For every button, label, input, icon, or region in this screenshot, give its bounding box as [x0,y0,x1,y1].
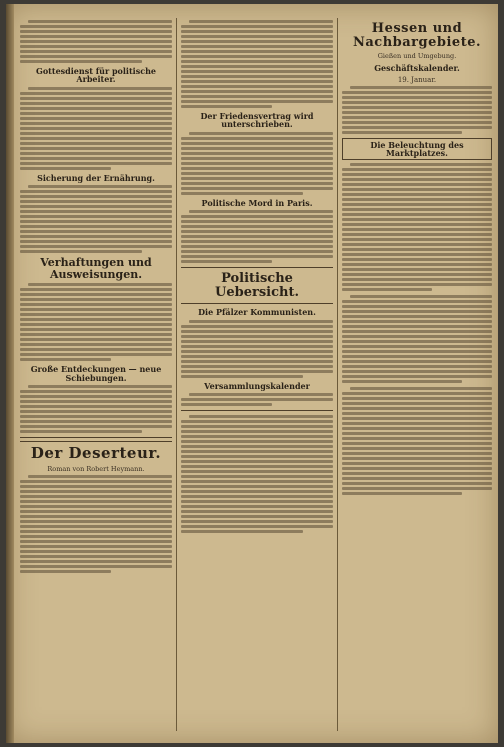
text-line [342,198,492,201]
text-line [181,85,333,88]
text-line [181,455,333,458]
text-line [181,255,333,258]
text-line [181,245,333,248]
text-line [181,35,333,38]
text-line [181,152,333,155]
text-line [181,25,333,28]
text-line [20,555,172,558]
text-line [342,402,492,405]
text-line [342,407,492,410]
text-line [20,348,172,351]
headline-entdeckungen: Große Entdeckungen — neue Schiebungen. [30,364,162,383]
text-line [342,457,492,460]
text-line [181,465,333,468]
text-line [342,131,462,134]
text-line [20,167,111,170]
text-line [342,447,492,450]
text-line [20,60,142,63]
text-line [181,65,333,68]
text-line [20,92,172,95]
text-line [20,338,172,341]
text-line [189,320,333,323]
text-line [342,392,492,395]
text-line [181,137,333,140]
text-line [20,205,172,208]
text-line [181,335,333,338]
text-line [181,360,333,363]
text-line [181,225,333,228]
text-line [20,162,172,165]
text-line [181,95,333,98]
text-line [342,310,492,313]
text-line [20,25,172,28]
text-line [342,183,492,186]
text-line [342,315,492,318]
text-line [181,350,333,353]
text-line [20,410,172,413]
text-line [20,50,172,53]
text-line [342,288,432,291]
text-line [342,482,492,485]
text-line [342,305,492,308]
text-line [20,245,172,248]
text-line [342,253,492,256]
text-line [181,340,333,343]
text-line [342,330,492,333]
text-line [342,365,492,368]
text-line [181,162,333,165]
masthead-subtitle: Gießen und Umgebung. [377,52,457,61]
section-divider [181,410,333,411]
text-line [20,395,172,398]
text-line [20,195,172,198]
text-line [181,505,333,508]
text-line [181,192,303,195]
text-line [20,35,172,38]
text-line [20,505,172,508]
text-line [342,173,492,176]
text-line [342,203,492,206]
text-line [342,96,492,99]
text-line [20,550,172,553]
text-line [181,167,333,170]
text-line [350,295,492,298]
headline-pfaelzer-kommunisten: Die Pfälzer Kommunisten. [198,307,316,318]
text-line [342,467,492,470]
text-line [181,450,333,453]
text-line [342,121,492,124]
text-line [342,345,492,348]
text-line [342,168,492,171]
text-line [20,565,172,568]
headline-beleuchtung-box: Die Beleuchtung des Marktplatzes. [342,138,492,161]
text-line [20,190,172,193]
feuilleton-divider [20,437,172,442]
text-line [181,75,333,78]
text-line [20,142,172,145]
text-line [181,345,333,348]
text-line [342,370,492,373]
text-line [342,283,492,286]
newspaper-page [6,4,498,743]
text-line [181,440,333,443]
text-line [20,250,142,253]
text-line [342,340,492,343]
text-line [181,45,333,48]
text-line [20,328,172,331]
text-line [189,393,333,396]
text-line [342,238,492,241]
text-line [181,430,333,433]
text-line [181,172,333,175]
text-line [181,220,333,223]
text-line [342,193,492,196]
text-line [20,215,172,218]
text-line [189,20,333,23]
text-line [342,188,492,191]
headline-verhaftungen: Verhaftungen und Ausweisungen. [40,256,152,281]
text-line [20,540,172,543]
text-line [181,375,303,378]
text-line [20,107,172,110]
text-line [342,273,492,276]
text-line [181,510,333,513]
headline-ernaehrung: Sicherung der Ernährung. [37,172,155,183]
text-line [181,55,333,58]
text-line [342,111,492,114]
text-line [189,132,333,135]
section-geschaeftskalender: Geschäftskalender. [374,63,460,74]
feuilleton-title: Der Deserteur. [30,444,162,463]
text-line [181,157,333,160]
text-line [20,313,172,316]
text-line [350,86,492,89]
text-line [342,350,492,353]
column-middle [181,18,333,731]
text-line [20,235,172,238]
text-line [181,215,333,218]
text-line [189,415,333,418]
column-rule [176,18,177,731]
text-line [20,425,172,428]
text-line [181,435,333,438]
text-line [20,298,172,301]
text-line [181,500,333,503]
text-line [181,475,333,478]
text-line [20,152,172,155]
text-line [20,45,172,48]
text-line [181,187,333,190]
masthead-hessen: Hessen und Nachbargebiete. [353,21,481,50]
text-line [342,248,492,251]
text-line [342,375,492,378]
text-line [181,80,333,83]
headline-friedensvertrag: Der Friedensvertrag wird unterschrieben. [200,111,314,130]
text-line [20,545,172,548]
text-line [20,225,172,228]
text-line [20,40,172,43]
text-line [20,570,111,573]
text-line [20,288,172,291]
text-line [181,230,333,233]
text-line [181,50,333,53]
text-line [20,430,142,433]
text-line [350,387,492,390]
text-line [20,240,172,243]
text-line [342,106,492,109]
text-line [181,365,333,368]
text-line [20,102,172,105]
text-line [20,200,172,203]
text-line [28,385,172,388]
text-line [342,91,492,94]
text-line [20,318,172,321]
text-line [342,427,492,430]
text-line [342,355,492,358]
text-line [20,220,172,223]
text-line [20,525,172,528]
text-line [342,320,492,323]
text-line [181,260,272,263]
text-line [20,147,172,150]
text-line [20,293,172,296]
text-line [342,101,492,104]
text-line [20,323,172,326]
text-line [181,445,333,448]
text-line [20,97,172,100]
text-line [342,278,492,281]
date-line: 19. Januar. [397,75,437,84]
text-line [20,390,172,393]
text-line [342,432,492,435]
text-line [342,263,492,266]
text-line [342,325,492,328]
text-line [20,515,172,518]
text-line [181,235,333,238]
text-line [20,210,172,213]
text-line [20,308,172,311]
text-line [181,147,333,150]
text-line [342,335,492,338]
text-line [181,105,272,108]
text-line [181,142,333,145]
text-line [181,470,333,473]
text-line [342,462,492,465]
text-line [181,515,333,518]
text-line [28,475,172,478]
text-line [181,525,333,528]
text-line [181,30,333,33]
text-line [20,112,172,115]
text-line [20,520,172,523]
text-line [181,403,272,406]
text-line [181,60,333,63]
text-line [20,535,172,538]
feuilleton-byline: Roman von Robert Heymann. [47,464,145,473]
text-line [342,268,492,271]
headline-politische-uebersicht: Politische Uebersicht. [215,271,299,300]
text-line [342,477,492,480]
text-line [20,560,172,563]
text-line [342,380,462,383]
text-line [20,490,172,493]
text-line [342,397,492,400]
text-line [20,358,111,361]
column-left [20,18,172,731]
text-line [342,258,492,261]
column-rule [337,18,338,731]
text-line [20,122,172,125]
text-line [181,485,333,488]
text-line [342,213,492,216]
text-line [20,510,172,513]
text-line [181,240,333,243]
text-line [342,218,492,221]
text-line [181,100,333,103]
text-line [20,530,172,533]
text-line [181,70,333,73]
page-binding-edge [6,4,14,743]
text-line [28,20,172,23]
text-line [181,495,333,498]
text-line [181,460,333,463]
text-line [20,485,172,488]
text-line [181,90,333,93]
text-line [20,415,172,418]
text-line [342,126,492,129]
text-line [20,117,172,120]
text-line [20,127,172,130]
text-line [342,417,492,420]
text-line [20,343,172,346]
text-line [342,422,492,425]
text-line [20,420,172,423]
headline-versammlungskalender: Versammlungskalender [204,380,310,391]
text-line [342,300,492,303]
text-line [342,492,462,495]
text-line [20,30,172,33]
text-line [181,490,333,493]
text-line [181,182,333,185]
text-line [20,353,172,356]
text-line [181,40,333,43]
text-line [28,283,172,286]
text-line [20,55,172,58]
text-line [342,360,492,363]
text-line [20,333,172,336]
text-line [181,325,333,328]
text-line [20,480,172,483]
text-line [20,400,172,403]
text-line [342,487,492,490]
text-line [342,178,492,181]
text-line [181,480,333,483]
text-line [20,157,172,160]
text-line [181,330,333,333]
text-line [181,398,333,401]
text-line [189,210,333,213]
text-line [181,420,333,423]
text-line [20,230,172,233]
text-line [181,370,333,373]
text-line [20,137,172,140]
text-line [350,163,492,166]
headline-gottesdienst: Gottesdienst für politische Arbeiter. [36,66,156,85]
text-line [342,442,492,445]
text-line [20,405,172,408]
text-line [342,437,492,440]
text-line [181,425,333,428]
text-line [181,355,333,358]
text-line [342,412,492,415]
section-divider [181,267,333,268]
text-line [181,250,333,253]
text-line [342,228,492,231]
text-line [342,243,492,246]
text-line [20,495,172,498]
text-line [20,303,172,306]
text-line [342,223,492,226]
text-line [28,87,172,90]
text-line [20,132,172,135]
text-line [181,530,303,533]
text-line [342,116,492,119]
column-right [342,18,492,731]
text-line [28,185,172,188]
text-line [342,452,492,455]
text-line [20,500,172,503]
text-line [342,233,492,236]
text-line [181,520,333,523]
text-line [342,472,492,475]
headline-mord-paris: Politische Mord in Paris. [201,197,313,208]
text-line [342,208,492,211]
section-divider [181,303,333,304]
text-line [181,177,333,180]
